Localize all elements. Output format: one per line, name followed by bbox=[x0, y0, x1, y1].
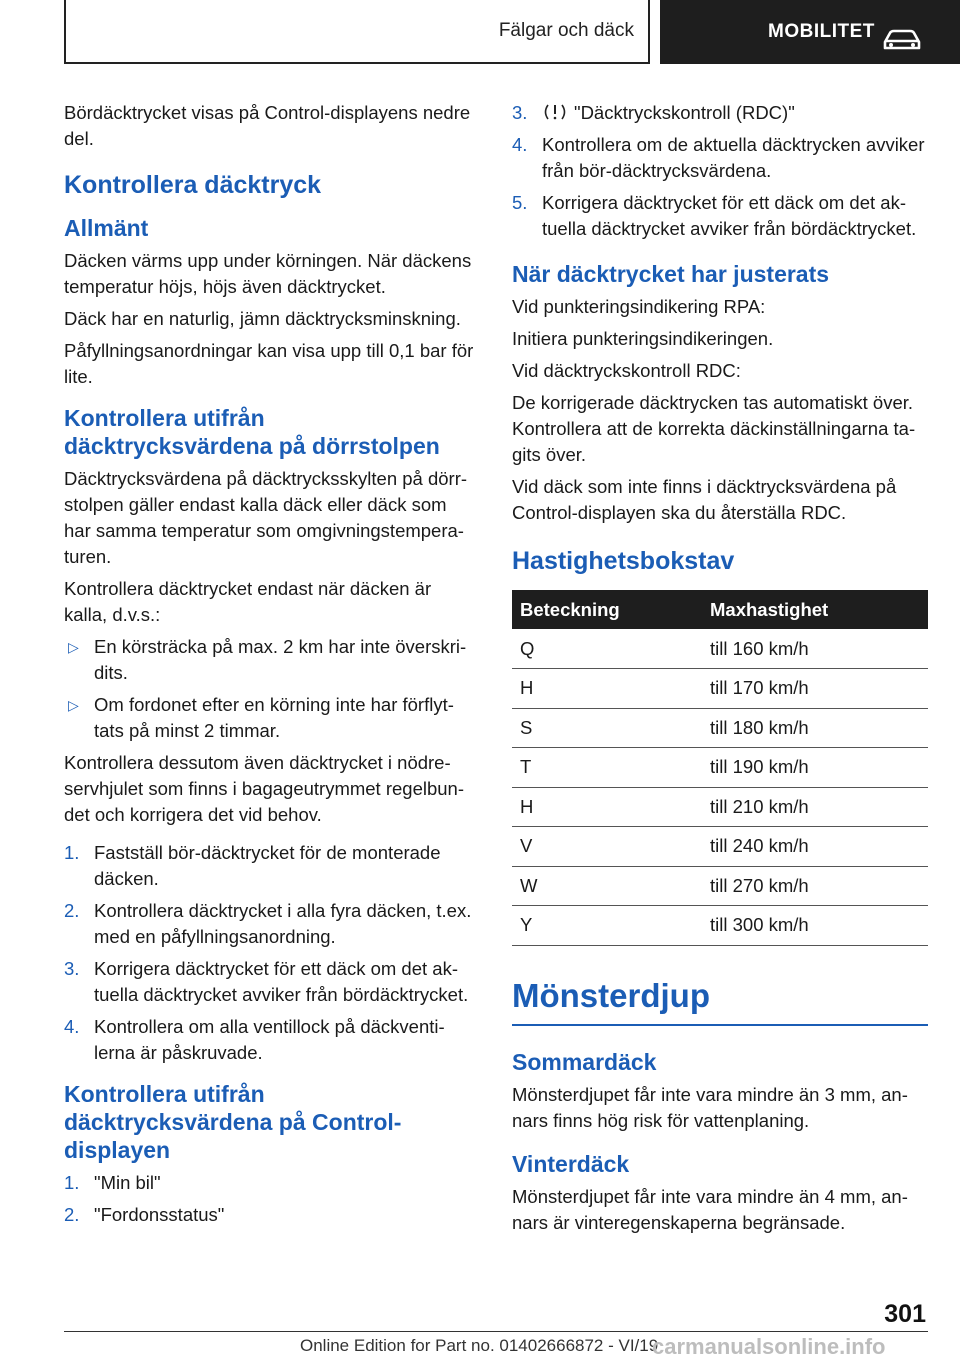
door-paragraph-3: Kontrollera dessutom även däcktrycket i nödreservhjulet som finns i bagageutrymmet regelbundet och korrigera det vid behov. bbox=[64, 752, 465, 825]
adjusted-paragraph-5: Vid däck som inte finns i däcktrycksvärdena på Control-displayen ska du återställa RDC. bbox=[512, 476, 897, 523]
heading-control-display: Kontrollera utifrån däcktrycksvärdena på Control-displayen bbox=[64, 1081, 402, 1163]
summer-paragraph: Mönsterdjupet får inte vara mindre än 3 mm, annars finns hög risk för vattenplaning. bbox=[512, 1083, 908, 1131]
watermark: carmanualsonline.info bbox=[652, 1334, 886, 1359]
table-row: Y till 300 km/h bbox=[512, 906, 928, 946]
winter-paragraph: Mönsterdjupet får inte vara mindre än 4 mm, annars är vinteregenskaperna begränsade. bbox=[512, 1185, 908, 1233]
page-number: 301 bbox=[884, 1300, 926, 1328]
column-header: Maxhastighet bbox=[710, 598, 829, 620]
list-item: 1. "Min bil" bbox=[64, 1172, 161, 1193]
heading-door-pillar: Kontrollera utifrån däcktrycksvärdena på dörrstolpen bbox=[64, 405, 440, 459]
list-item: 2. "Fordonsstatus" bbox=[64, 1204, 225, 1225]
section-title: Fälgar och däck bbox=[498, 20, 634, 41]
display-steps bbox=[64, 1170, 476, 1228]
footer-rule bbox=[64, 1331, 928, 1332]
edition-text: Online Edition for Part no. 01402666872 - VI/19 bbox=[300, 1336, 659, 1355]
column-header: Beteckning bbox=[520, 598, 620, 620]
list-item: 5. Korrigera däcktrycket för ett däck om det aktuella däcktrycket avviker från bördäcktrycket. bbox=[512, 192, 917, 239]
heading-check-tire-pressure: Kontrollera däcktryck bbox=[64, 171, 322, 199]
list-item: 2. Kontrollera däcktrycket i alla fyra däcken, t.ex. med en påfyllningsanordning. bbox=[64, 900, 472, 947]
table-row: T till 190 km/h bbox=[512, 748, 928, 788]
table-row: H till 170 km/h bbox=[512, 669, 928, 709]
door-paragraph-2: Kontrollera däcktrycket endast när däcken är kalla, d.v.s.: bbox=[64, 578, 432, 625]
adjusted-paragraph-1: Vid punkteringsindikering RPA: bbox=[512, 296, 766, 317]
door-paragraph-1: Däcktrycksvärdena på däcktrycksskylten på dörrstolpen gäller endast kalla däck eller däck som har samma temperatur som omgivningstemperaturen. bbox=[64, 468, 468, 567]
general-paragraph-2: Däck har en naturlig, jämn däcktrycksminskning. bbox=[64, 308, 461, 329]
left-column bbox=[64, 100, 476, 1234]
heading-summer-tires: Sommardäck bbox=[512, 1048, 657, 1075]
chapter-title: MOBILITET bbox=[768, 21, 875, 42]
list-item: ▷ Om fordonet efter en körning inte har förflyttats på minst 2 timmar. bbox=[68, 694, 454, 741]
list-item: 4. Kontrollera om de aktuella däcktrycken avviker från bör-däcktrycksvärdena. bbox=[512, 134, 925, 181]
condition-list bbox=[64, 634, 476, 744]
tire-warning-icon bbox=[542, 102, 568, 122]
table-header-row bbox=[512, 590, 928, 629]
list-item: 1. Fastställ bör-däcktrycket för de monterade däcken. bbox=[64, 842, 441, 889]
list-item: 3. "Däcktryckskontroll (RDC)" bbox=[512, 102, 795, 123]
table-row: V till 240 km/h bbox=[512, 827, 928, 867]
list-item: ▷ En körsträcka på max. 2 km har inte överskridits. bbox=[68, 636, 467, 683]
adjusted-paragraph-4: De korrigerade däcktrycken tas automatiskt över. Kontrollera att de korrekta däckinställningarna tagits över. bbox=[512, 392, 916, 465]
adjusted-paragraph-3: Vid däcktryckskontroll RDC: bbox=[512, 360, 741, 381]
header-separator bbox=[648, 0, 650, 64]
general-paragraph-3: Påfyllningsanordningar kan visa upp till 0,1 bar för lite. bbox=[64, 340, 474, 387]
right-column bbox=[512, 100, 928, 1242]
intro-text: Bördäcktrycket visas på Control-displayens nedre del. bbox=[64, 102, 471, 149]
triangle-bullet-icon: ▷ bbox=[68, 697, 79, 713]
continued-steps bbox=[512, 100, 928, 242]
heading-speed-rating: Hastighetsbokstav bbox=[512, 547, 735, 575]
heading-after-adjustment: När däcktrycket har justerats bbox=[512, 261, 830, 287]
car-icon bbox=[882, 28, 922, 52]
adjusted-paragraph-2: Initiera punkteringsindikeringen. bbox=[512, 328, 774, 349]
heading-winter-tires: Vinterdäck bbox=[512, 1150, 630, 1177]
triangle-bullet-icon: ▷ bbox=[68, 639, 79, 655]
list-item: 3. Korrigera däcktrycket för ett däck om det aktuella däcktrycket avviker från bördäcktrycket. bbox=[64, 958, 469, 1005]
header-bottom-rule bbox=[64, 62, 650, 64]
speed-rating-table bbox=[512, 590, 928, 946]
heading-general: Allmänt bbox=[64, 215, 149, 241]
table-row: W till 270 km/h bbox=[512, 866, 928, 906]
general-paragraph-1: Däcken värms upp under körningen. När däckens temperatur höjs, höjs även däcktrycket. bbox=[64, 250, 472, 297]
table-row: H till 210 km/h bbox=[512, 787, 928, 827]
heading-tread-depth: Mönsterdjup bbox=[512, 976, 928, 1026]
table-row: Q till 160 km/h bbox=[512, 629, 928, 669]
list-item: 4. Kontrollera om alla ventillock på däckventilerna är påskruvade. bbox=[64, 1016, 445, 1063]
check-steps bbox=[64, 840, 476, 1066]
table-row: S till 180 km/h bbox=[512, 708, 928, 748]
